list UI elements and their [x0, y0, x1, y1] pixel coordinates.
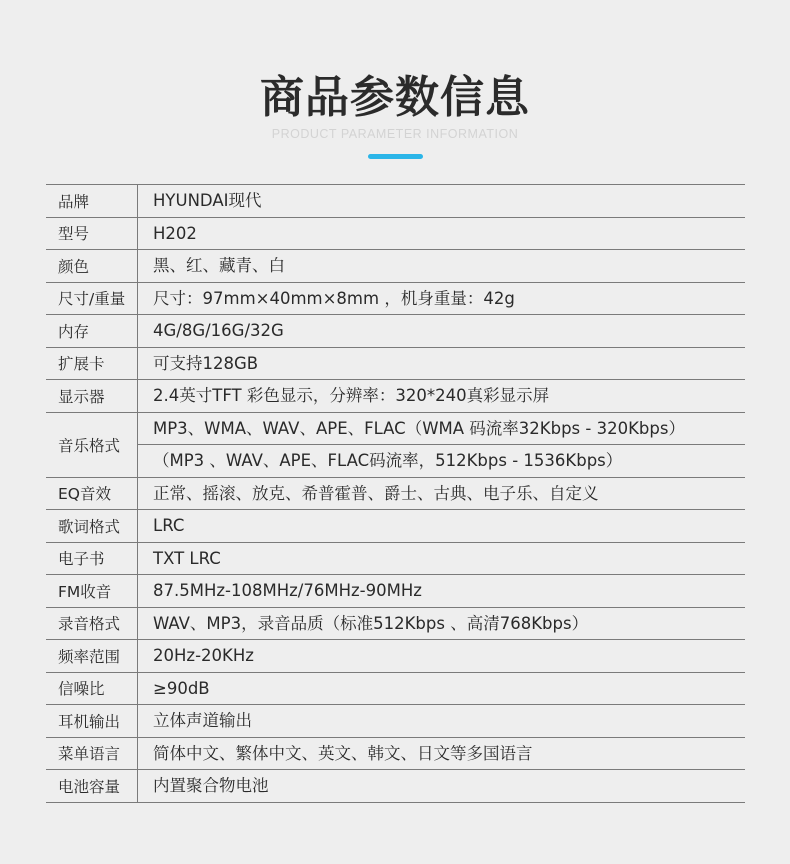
spec-row — [46, 348, 745, 381]
spec-value: 2.4英寸TFT 彩色显示，分辨率：320*240真彩显示屏 — [153, 386, 550, 405]
spec-label: 歌词格式 — [46, 510, 138, 542]
spec-values — [138, 380, 745, 412]
spec-label: 电子书 — [46, 543, 138, 575]
spec-row — [46, 283, 745, 316]
spec-values — [138, 283, 745, 315]
spec-values — [138, 608, 745, 640]
spec-value: （MP3 、WAV、APE、FLAC码流率，512Kbps - 1536Kbps） — [138, 444, 745, 477]
spec-row — [46, 543, 745, 576]
spec-row — [46, 575, 745, 608]
spec-row — [46, 608, 745, 641]
spec-row — [46, 413, 745, 478]
spec-row — [46, 250, 745, 283]
spec-row — [46, 218, 745, 251]
spec-row — [46, 705, 745, 738]
spec-value: TXT LRC — [153, 548, 221, 568]
spec-table — [46, 184, 745, 803]
spec-row — [46, 770, 745, 803]
spec-values — [138, 575, 745, 607]
spec-row — [46, 510, 745, 543]
spec-values — [138, 250, 745, 282]
spec-values — [138, 185, 745, 217]
spec-value: H202 — [153, 223, 197, 243]
spec-label: 内存 — [46, 315, 138, 347]
spec-value: 立体声道输出 — [153, 711, 252, 730]
spec-row — [46, 738, 745, 771]
spec-label: FM收音 — [46, 575, 138, 607]
spec-label: 录音格式 — [46, 608, 138, 640]
spec-values — [138, 510, 745, 542]
spec-values — [138, 413, 745, 477]
spec-value: 可支持128GB — [153, 353, 259, 373]
spec-value: ≥90dB — [153, 678, 210, 698]
title-accent-bar — [368, 154, 423, 159]
spec-row — [46, 673, 745, 706]
spec-values — [138, 478, 745, 510]
spec-value: MP3、WMA、WAV、APE、FLAC（WMA 码流率32Kbps - 320Kbps） — [153, 418, 685, 438]
spec-row — [46, 478, 745, 511]
spec-label: 颜色 — [46, 250, 138, 282]
spec-label: 显示器 — [46, 380, 138, 412]
spec-values — [138, 218, 745, 250]
spec-label: 扩展卡 — [46, 348, 138, 380]
spec-values — [138, 543, 745, 575]
spec-value: 正常、摇滚、放克、希普霍普、爵士、古典、电子乐、自定义 — [153, 483, 599, 503]
spec-label: 频率范围 — [46, 640, 138, 672]
spec-label: 菜单语言 — [46, 738, 138, 770]
spec-label: 品牌 — [46, 185, 138, 217]
spec-values — [138, 673, 745, 705]
spec-values — [138, 770, 745, 802]
spec-values — [138, 315, 745, 347]
spec-value: HYUNDAI现代 — [153, 191, 262, 210]
spec-label: 型号 — [46, 218, 138, 250]
spec-value: 4G/8G/16G/32G — [153, 321, 284, 340]
spec-values — [138, 640, 745, 672]
spec-label: 尺寸/重量 — [46, 283, 138, 315]
spec-value: WAV、MP3，录音品质（标准512Kbps 、高清768Kbps） — [153, 613, 589, 633]
spec-value: 简体中文、繁体中文、英文、韩文、日文等多国语言 — [153, 743, 533, 763]
spec-value: 黑、红、藏青、白 — [153, 256, 285, 275]
page-title: 商品参数信息 — [260, 72, 530, 123]
spec-row — [46, 185, 745, 218]
spec-values — [138, 348, 745, 380]
spec-value: LRC — [153, 516, 185, 535]
spec-value: 尺寸：97mm×40mm×8mm ，机身重量：42g — [153, 288, 515, 308]
spec-row — [46, 380, 745, 413]
spec-values — [138, 738, 745, 770]
spec-label: 电池容量 — [46, 770, 138, 802]
spec-row — [46, 640, 745, 673]
spec-value: 内置聚合物电池 — [153, 776, 269, 795]
spec-values — [138, 705, 745, 737]
spec-row — [46, 315, 745, 348]
spec-label: 信噪比 — [46, 673, 138, 705]
spec-label: EQ音效 — [46, 478, 138, 510]
spec-value: 87.5MHz-108MHz/76MHz-90MHz — [153, 581, 422, 600]
spec-value: 20Hz-20KHz — [153, 646, 254, 665]
page-subtitle: PRODUCT PARAMETER INFORMATION — [271, 127, 519, 141]
spec-label: 耳机输出 — [46, 705, 138, 737]
spec-label: 音乐格式 — [46, 413, 138, 477]
